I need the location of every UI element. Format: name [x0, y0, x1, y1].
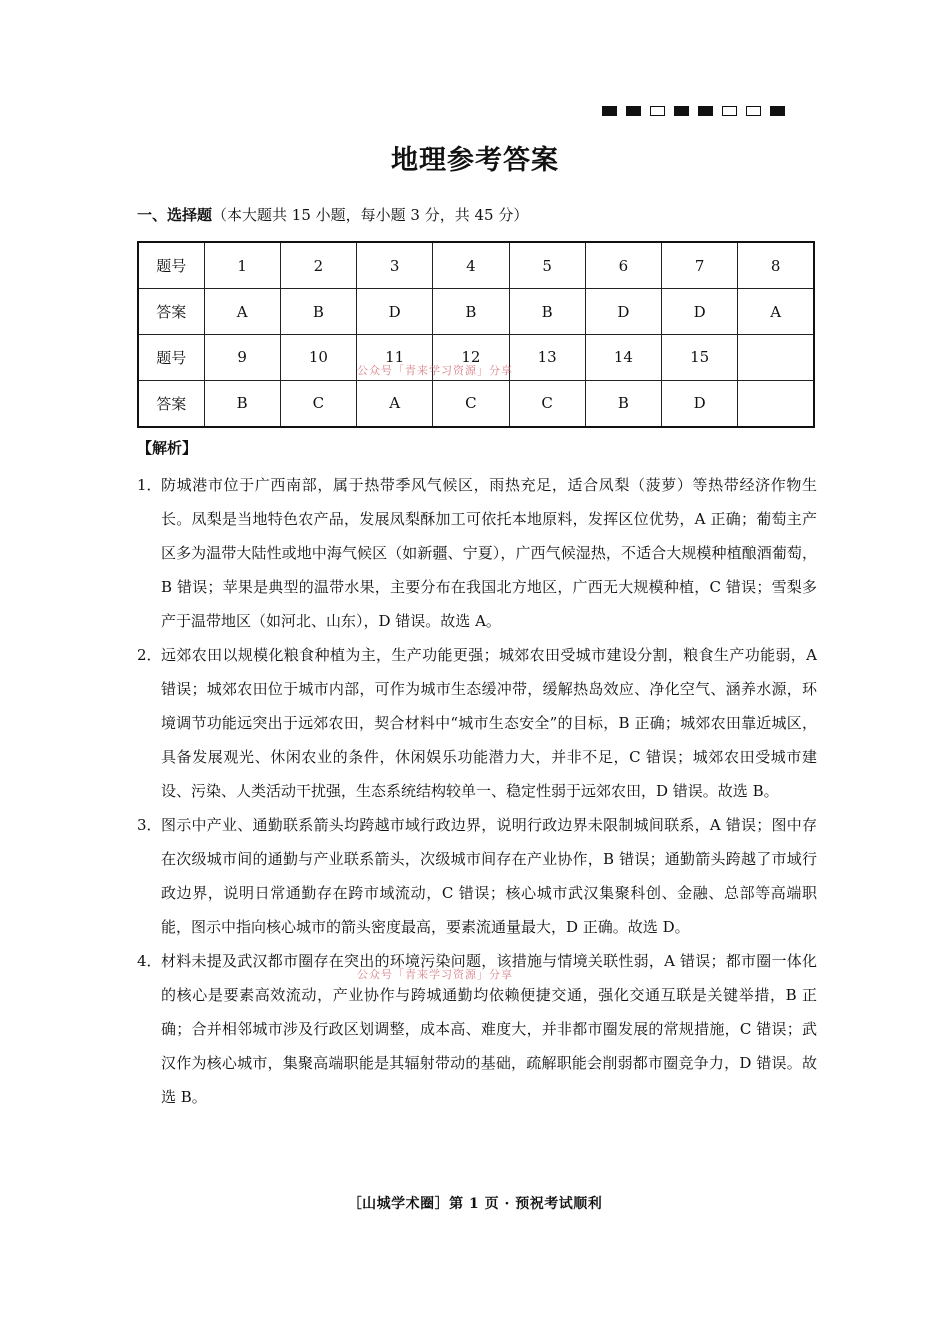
item-number: 2．	[137, 646, 162, 664]
table-row	[138, 289, 814, 335]
table-cell: D	[662, 289, 738, 335]
page-footer: ［山城学术圈］第 1 页 · 预祝考试顺利	[347, 1196, 603, 1212]
item-text: 材料未提及武汉都市圈存在突出的环境污染问题，该措施与情境关联性弱，A 错误；都市圈一体化的核心是要素高效流动，产业协作与跨城通勤均依赖便捷交通，强化交通互联是关键举措，B 正确；合并相邻城市涉及行政区划调整，成本高、难度大，并非都市圈发展的常规措施，C 错误；武汉作为核心城市，集聚高端职能是其辐射带动的基础，疏解职能会削弱都市圈竞争力，D 错误。故选 B。	[161, 952, 817, 1106]
table-cell: C	[433, 380, 509, 427]
table-cell: B	[204, 380, 280, 427]
watermark: 公众号「青来学习资源」分享	[357, 364, 513, 377]
table-cell: 3	[357, 242, 433, 289]
table-cell: C	[509, 380, 585, 427]
section-heading	[137, 204, 528, 225]
table-cell: B	[280, 289, 356, 335]
table-cell: B	[509, 289, 585, 335]
table-cell: D	[662, 380, 738, 427]
table-row-header: 答案	[138, 380, 204, 427]
analysis-item	[137, 468, 817, 638]
table-cell: 13	[509, 334, 585, 380]
answer-table	[137, 241, 815, 428]
table-cell: A	[357, 380, 433, 427]
table-cell: 6	[585, 242, 661, 289]
analysis-item	[137, 808, 817, 944]
table-cell: 15	[662, 334, 738, 380]
watermark: 公众号「青来学习资源」分享	[357, 968, 513, 981]
table-cell: C	[280, 380, 356, 427]
item-number: 4．	[137, 952, 162, 970]
table-cell: 12	[433, 334, 509, 380]
table-row-header: 题号	[138, 242, 204, 289]
table-cell: 8	[738, 242, 814, 289]
table-row	[138, 242, 814, 289]
analysis-list	[137, 468, 817, 1114]
table-cell: A	[204, 289, 280, 335]
table-cell: 9	[204, 334, 280, 380]
item-text: 防城港市位于广西南部，属于热带季风气候区，雨热充足，适合凤梨（菠萝）等热带经济作物生长。凤梨是当地特色农产品，发展凤梨酥加工可依托本地原料，发挥区位优势，A 正确；葡萄主产区多为温带大陆性或地中海气候区（如新疆、宁夏），广西气候湿热，不适合大规模种植酿酒葡萄，B 错误；苹果是典型的温带水果，主要分布在我国北方地区，广西无大规模种植，C 错误；雪梨多产于温带地区（如河北、山东），D 错误。故选 A。	[161, 476, 817, 630]
empty-square-mark	[722, 106, 737, 116]
filled-square-mark	[626, 106, 641, 116]
header-marks	[602, 106, 785, 116]
analysis-item	[137, 638, 817, 808]
table-cell: B	[585, 380, 661, 427]
item-text: 远郊农田以规模化粮食种植为主，生产功能更强；城郊农田受城市建设分割，粮食生产功能弱，A 错误；城郊农田位于城市内部，可作为城市生态缓冲带，缓解热岛效应、净化空气、涵养水源，环境调节功能远突出于远郊农田，契合材料中“城市生态安全”的目标，B 正确；城郊农田靠近城区，具备发展观光、休闲农业的条件，休闲娱乐功能潜力大，并非不足，C 错误；城郊农田受城市建设、污染、人类活动干扰强，生态系统结构较单一、稳定性弱于远郊农田，D 错误。故选 B。	[161, 646, 817, 800]
filled-square-mark	[770, 106, 785, 116]
table-cell: A	[738, 289, 814, 335]
item-number: 3．	[137, 816, 162, 834]
analysis-item	[137, 944, 817, 1114]
table-cell: 2	[280, 242, 356, 289]
table-cell: 10	[280, 334, 356, 380]
empty-square-mark	[650, 106, 665, 116]
table-cell: 1	[204, 242, 280, 289]
table-cell: 11	[357, 334, 433, 380]
table-cell: 7	[662, 242, 738, 289]
table-row	[138, 380, 814, 427]
table-cell: 14	[585, 334, 661, 380]
filled-square-mark	[698, 106, 713, 116]
filled-square-mark	[602, 106, 617, 116]
table-cell: B	[433, 289, 509, 335]
section-label: 一、选择题	[137, 206, 213, 224]
table-cell	[738, 380, 814, 427]
section-note: （本大题共 15 小题，每小题 3 分，共 45 分）	[212, 206, 529, 224]
table-row-header: 答案	[138, 289, 204, 335]
table-cell: 5	[509, 242, 585, 289]
table-cell: D	[585, 289, 661, 335]
table-row-header: 题号	[138, 334, 204, 380]
item-text: 图示中产业、通勤联系箭头均跨越市域行政边界，说明行政边界未限制城间联系，A 错误；图中存在次级城市间的通勤与产业联系箭头，次级城市间存在产业协作，B 错误；通勤箭头跨越了市域行政边界，说明日常通勤存在跨市域流动，C 错误；核心城市武汉集聚科创、金融、总部等高端职能，图示中指向核心城市的箭头密度最高，要素流通量最大，D 正确。故选 D。	[161, 816, 817, 936]
table-cell: 4	[433, 242, 509, 289]
empty-square-mark	[746, 106, 761, 116]
item-number: 1．	[137, 476, 162, 494]
page-title: 地理参考答案	[391, 145, 559, 176]
analysis-label: 【解析】	[137, 439, 198, 457]
table-cell: D	[357, 289, 433, 335]
table-cell	[738, 334, 814, 380]
filled-square-mark	[674, 106, 689, 116]
